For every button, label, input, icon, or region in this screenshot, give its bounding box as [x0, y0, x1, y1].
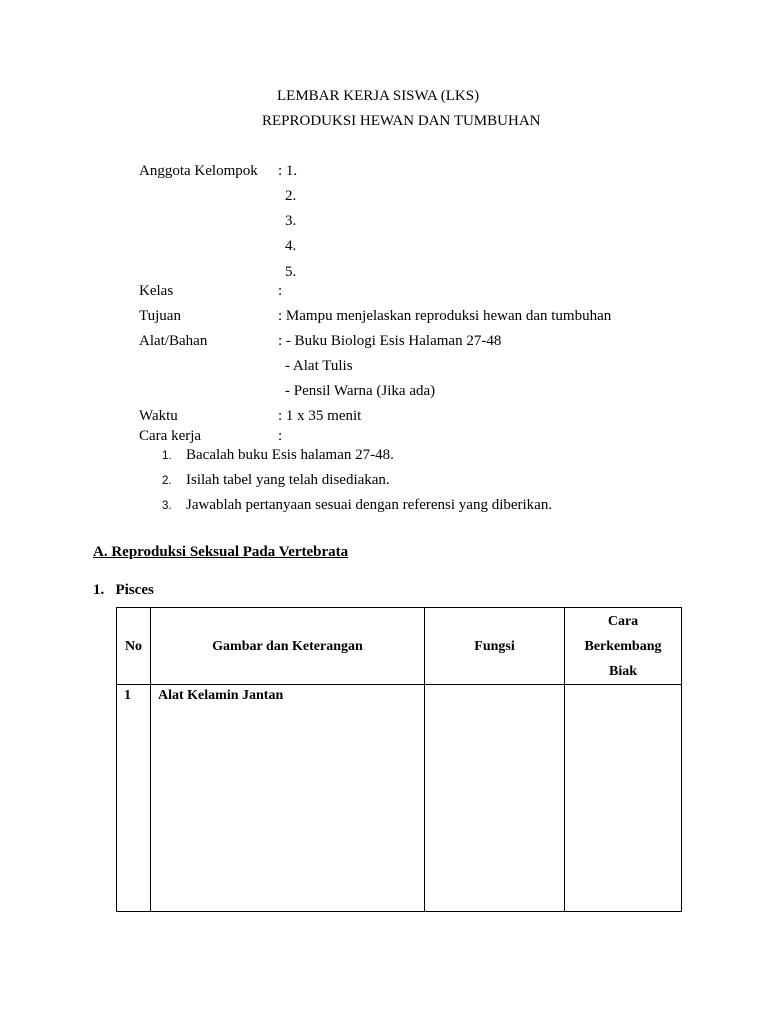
anggota-label: Anggota Kelompok [139, 163, 258, 179]
row-fungsi-cell[interactable] [425, 685, 565, 912]
kelas-label: Kelas [139, 283, 174, 299]
section-heading: A. Reproduksi Seksual Pada Vertebrata [93, 544, 349, 560]
alat-item: - Pensil Warna (Jika ada) [285, 383, 436, 399]
alat-value: : - Buku Biologi Esis Halaman 27-48 [278, 333, 502, 349]
waktu-label: Waktu [139, 408, 178, 424]
header-cara-line: Berkembang [584, 638, 662, 654]
step-number: 2. [162, 475, 172, 487]
anggota-member-3: 3. [285, 213, 297, 229]
header-gambar: Gambar dan Keterangan [151, 608, 425, 685]
worksheet-title: LEMBAR KERJA SISWA (LKS) [277, 88, 480, 104]
row-no-cell [117, 685, 151, 912]
row-cara-cell[interactable] [565, 685, 682, 912]
header-no: No [117, 608, 151, 685]
table-row [117, 685, 682, 912]
anggota-member-2: 2. [285, 188, 297, 204]
tujuan-value: : Mampu menjelaskan reproduksi hewan dan tumbuhan [278, 308, 612, 324]
waktu-value: : 1 x 35 menit [278, 408, 362, 424]
header-fungsi: Fungsi [425, 608, 565, 685]
anggota-member-1: : 1. [278, 163, 298, 179]
step-text: Isilah tabel yang telah disediakan. [186, 472, 390, 488]
cara-kerja-label: Cara kerja [139, 428, 202, 444]
pisces-table [116, 607, 682, 912]
sub-heading: 1. Pisces [93, 582, 154, 598]
header-cara [565, 608, 682, 685]
step-number: 3. [162, 500, 172, 512]
anggota-member-4: 4. [285, 238, 297, 254]
alat-item: - Alat Tulis [285, 358, 353, 374]
tujuan-label: Tujuan [139, 308, 181, 324]
row-gambar-label: Alat Kelamin Jantan [158, 688, 284, 703]
step-number: 1. [162, 450, 172, 462]
row-no: 1 [124, 688, 131, 703]
table-header-row [117, 608, 682, 685]
worksheet-subtitle: REPRODUKSI HEWAN DAN TUMBUHAN [262, 113, 541, 129]
alat-label: Alat/Bahan [139, 333, 208, 349]
header-cara-line: Cara [607, 613, 639, 629]
anggota-member-5: 5. [285, 264, 297, 280]
row-fungsi-value [425, 685, 564, 689]
step-text: Bacalah buku Esis halaman 27-48. [186, 447, 394, 463]
row-gambar-cell[interactable] [151, 685, 425, 912]
header-cara-line: Biak [608, 663, 637, 679]
row-cara-value [565, 685, 681, 689]
kelas-value: : [278, 283, 283, 299]
cara-kerja-value: : [278, 428, 283, 444]
step-text: Jawablah pertanyaan sesuai dengan referensi yang diberikan. [186, 497, 553, 513]
